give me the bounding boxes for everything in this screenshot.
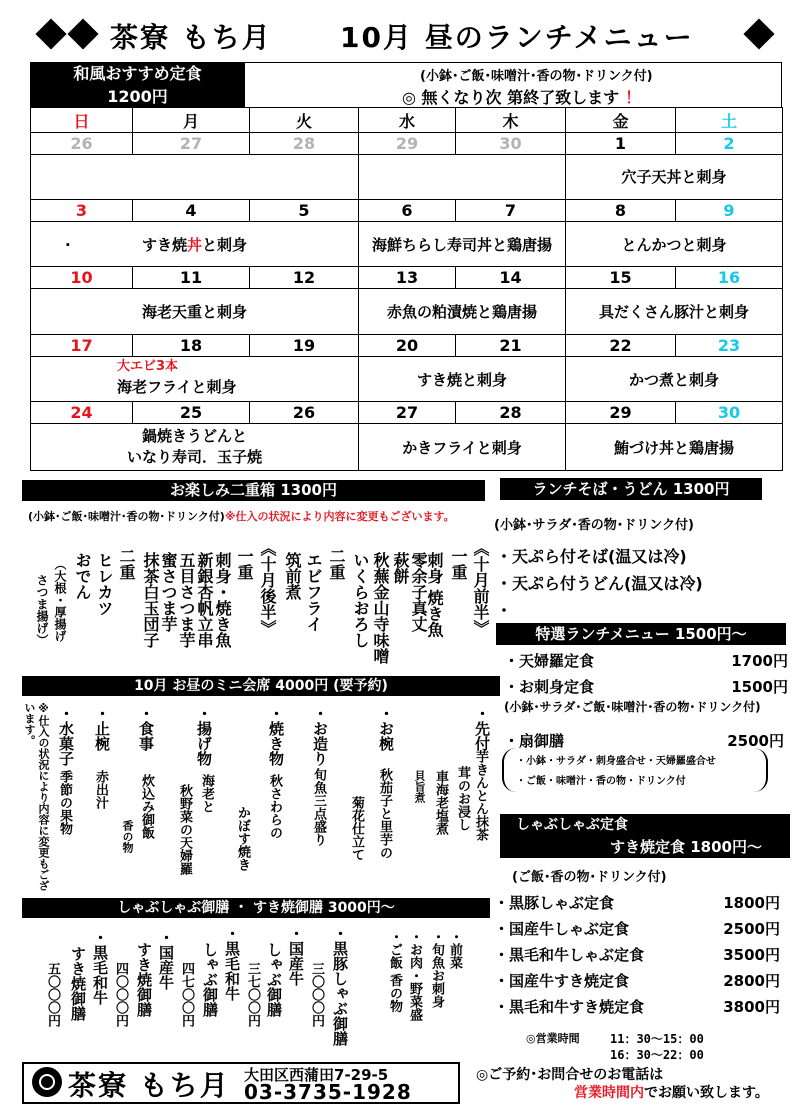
page-title: 10月 昼のランチメニュー [340,21,694,54]
jubako-line: 零余子真丈 [409,552,428,632]
weekday-tue: 火 [250,108,359,133]
kaiseki-line: ・水菓子 [57,706,75,766]
gozen-line: ・国産牛 [287,926,305,986]
menu-row [31,424,783,471]
kaiseki-line: 秋さわらの [267,774,282,839]
kaiseki-line: 赤出汁 [93,770,108,809]
jubako-line: （大根・厚揚げ [53,558,67,642]
soba-item: ・ [496,601,513,620]
menu-cell [31,222,359,267]
kaiseki-line: かぼす焼き [235,806,250,871]
kaiseki-line: 炊込み御飯 [139,774,154,839]
teishoku-price: 2500円 [723,920,780,938]
menu-note: 大エビ3本 [117,359,179,374]
date-cell: 7 [456,200,566,222]
contact-text: でお願い致します。 [644,1085,769,1101]
gozen-line: 四七〇〇円 [179,962,194,1027]
jubako-title: お楽しみ二重箱 1300円 [22,480,485,501]
date-row [31,200,783,222]
hours-label-text: ◎営業時間 [526,1032,580,1045]
gozen-line: すき焼御膳 [135,942,153,1017]
menu-cell [31,357,359,402]
jubako-line: 二重 [117,548,136,580]
kaiseki-line: ・先付 [473,706,491,751]
weekday-thu: 木 [456,108,566,133]
menu-item: すき焼 [141,235,187,254]
kaiseki-line: 季節の果物 [57,770,72,835]
menu-cell: かきフライと刺身 [359,424,566,471]
gozen-line: ・ご飯 香の物 [387,930,402,1013]
date-cell: 23 [676,335,783,357]
date-cell: 2 [676,133,783,155]
jubako-line: 刺身 焼き魚 [425,552,444,638]
special-item: ・扇御膳 [504,732,565,750]
gozen-line: 五〇〇〇円 [45,962,60,1027]
gozen-line: ・黒毛和牛 [91,930,109,1005]
teishoku-item: ・黒毛和牛しゃぶ定食 [494,946,645,964]
menu-item: 穴子天丼と刺身 [621,168,727,186]
kaiseki-line: 車海老塩煮 [433,770,448,835]
jubako-line: 筑前煮 [283,552,302,600]
weekday-sat: 土 [676,108,783,133]
kaiseki-line: ・揚げ物 [195,706,213,766]
menu-cell [31,424,359,471]
date-cell: 27 [133,133,250,155]
menu-row [31,222,783,267]
kaiseki-line: 茸のお浸し [455,766,470,831]
special-includes: (小鉢･サラダ･ご飯･味噌汁･香の物･ドリンク付) [504,700,761,714]
menu-row [31,155,783,200]
date-cell: 12 [250,267,359,289]
teishoku-price: 2800円 [723,972,780,990]
sold-out-notice [402,85,641,108]
jubako-line: 蜜さつま芋 [159,552,178,632]
jubako-line: 新銀杏帆立串 [195,552,214,648]
menu-cell-empty [359,155,566,200]
contact-text: ◎ご予約･お問合せのお電話は [476,1067,664,1083]
ougi-detail: ・ご飯・味噌汁・香の物・ドリンク付 [516,776,686,787]
jubako-line: ヒレカツ [95,552,114,616]
soba-item: ・天ぷら付うどん(温又は冷) [496,574,703,593]
footer-address: 大田区西蒲田7-29-5 [244,1066,389,1084]
menu-item: と刺身 [202,235,248,254]
crest-icon [32,1067,62,1097]
weekday-row [31,108,783,133]
date-cell: 28 [250,133,359,155]
gozen-line: しゃぶ御膳 [201,942,219,1017]
jubako-line: さつま揚げ） [35,574,49,646]
gozen-line: ・前菜 [447,930,462,969]
gozen-line: ・黒毛和牛 [223,926,241,1001]
gozen-line: しゃぶ御膳 [265,942,283,1017]
jubako-line: 一重 [235,548,254,580]
kaiseki-line: ・お造り [311,706,329,766]
exclaim-mark: ！ [625,88,642,107]
menu-item: いなり寿司．玉子焼 [126,448,262,466]
date-cell: 11 [133,267,250,289]
date-cell: 25 [133,402,250,424]
kaiseki-line: ・焼き物 [267,706,285,766]
date-row [31,335,783,357]
date-cell: 19 [250,335,359,357]
kaiseki-line: 貝旨煮 [413,770,426,803]
date-cell: 20 [359,335,456,357]
diamond-icon [67,18,98,49]
lunch-calendar [30,107,783,471]
kaiseki-line: 香の物 [121,820,134,853]
soba-title: ランチそば・うどん 1300円 [500,478,762,500]
special-item: ・お刺身定食 [504,678,595,696]
menu-item: 具だくさん豚汁と刺身 [599,302,750,321]
menu-row [31,289,783,335]
date-cell: 15 [566,267,676,289]
gozen-line: ・旬魚お刺身 [429,930,444,1008]
menu-cell: 鮪づけ丼と鶏唐揚 [566,424,783,471]
special-item: ・天婦羅定食 [504,652,595,670]
set-menu-label: 和風おすすめ定食 [30,62,245,86]
date-cell: 30 [676,402,783,424]
notice-text: ◎ 無くなり次 第終了致します [402,88,620,107]
menu-item: 海老フライと刺身 [117,378,237,396]
contact-hours: 営業時間内 [574,1085,644,1101]
date-cell: 13 [359,267,456,289]
gozen-line: 三七〇〇円 [245,962,260,1027]
date-cell: 4 [133,200,250,222]
menu-cell: 海鮮ちらし寿司丼と鶏唐揚 [359,222,566,267]
teishoku-includes: (ご飯･香の物･ドリンク付) [512,870,667,885]
teishoku-item: ・黒豚しゃぶ定食 [494,894,615,912]
date-cell: 10 [31,267,133,289]
menu-cell-empty [31,155,359,200]
gozen-line: ・国産牛 [157,930,175,990]
gozen-line: ・お肉・野菜盛 [407,930,422,1021]
date-cell: 22 [566,335,676,357]
date-cell: 26 [31,133,133,155]
date-cell: 28 [456,402,566,424]
contact-line [574,1082,769,1102]
jubako-includes [28,508,455,524]
weekday-mon: 月 [133,108,250,133]
jubako-line: 抹茶白玉団子 [141,552,160,648]
jubako-line: 《十月前半》 [471,540,490,636]
contact-line [476,1064,663,1084]
date-cell: 1 [566,133,676,155]
date-cell: 26 [250,402,359,424]
date-cell: 14 [456,267,566,289]
teishoku-price: 1800円 [723,894,780,912]
date-cell: 9 [676,200,783,222]
jubako-line: おでん [73,552,92,600]
weekday-sun: 日 [31,108,133,133]
date-cell: 6 [359,200,456,222]
teishoku-item: ・黒毛和牛すき焼定食 [494,998,645,1016]
kaiseki-line: 秋野菜の天婦羅 [177,784,192,875]
menu-row [31,357,783,402]
jubako-line: 一重 [449,548,468,580]
menu-cell: とんかつと刺身 [566,222,783,267]
special-title: 特選ランチメニュー 1500円〜 [496,623,786,645]
gozen-line: すき焼御膳 [69,946,87,1021]
soba-includes: (小鉢･サラダ･香の物･ドリンク付) [494,518,694,533]
diamond-icon [743,18,774,49]
kaiseki-note [22,702,50,892]
date-cell: 8 [566,200,676,222]
weekday-wed: 水 [359,108,456,133]
diamond-icon [35,18,66,49]
date-row [31,267,783,289]
restaurant-title: 茶寮 もち月 [110,21,272,54]
jubako-line: 秋蕪金山寺味噌 [371,552,390,664]
kaiseki-line: ・お椀 [377,706,395,751]
date-cell: 3 [31,200,133,222]
set-includes: (小鉢･ご飯･味噌汁･香の物･ドリンク付) [420,69,653,84]
gozen-line: 三〇〇〇円 [309,962,324,1027]
kaiseki-line: 旬魚三点盛り [311,768,326,846]
special-price: 2500円 [727,732,784,750]
kaiseki-line: 秋茄子と里芋の [377,768,392,859]
jubako-line: 萩餅 [391,552,410,584]
date-cell: 21 [456,335,566,357]
hours-lunch: 11：30〜15：00 [610,1032,704,1046]
ougi-detail: ・小鉢・サラダ・刺身盛合せ・天婦羅盛合せ [516,756,716,767]
date-cell: 24 [31,402,133,424]
set-menu-price: 1200円 [30,86,245,107]
jubako-line: 刺身・焼き魚 [213,552,232,648]
footer-name: 茶寮 もち月 [68,1069,230,1102]
crest-inner [39,1074,55,1090]
date-cell: 16 [676,267,783,289]
teishoku-item: ・国産牛しゃぶ定食 [494,920,630,938]
teishoku-item: ・国産牛すき焼定食 [494,972,630,990]
date-cell: 29 [359,133,456,155]
menu-cell: すき焼と刺身 [359,357,566,402]
teishoku-price: 3500円 [723,946,780,964]
gozen-line: 四〇〇〇円 [113,962,128,1027]
menu-cell: 海老天重と刺身 [31,289,359,335]
soba-item: ・天ぷら付そば(温又は冷) [496,547,687,566]
date-cell: 5 [250,200,359,222]
jubako-line: 五目さつま芋 [177,552,196,648]
footer-phone: 03-3735-1928 [244,1080,412,1104]
shabu-title-2: すき焼定食 1800円〜 [610,838,762,856]
special-price: 1700円 [731,652,788,670]
menu-cell [566,155,783,200]
special-price: 1500円 [731,678,788,696]
menu-cell [566,289,783,335]
gozen-line: ・黒豚しゃぶ御膳 [331,926,349,1046]
date-cell: 17 [31,335,133,357]
jubako-line: 《十月後半》 [258,540,277,636]
shabu-teishoku-title [500,814,790,858]
shabu-gozen-title: しゃぶしゃぶ御膳 ・ すき焼御膳 3000円〜 [22,898,490,918]
hours-label [526,1030,580,1046]
jubako-includes-text: (小鉢･ご飯･味噌汁･香の物･ドリンク付) [28,510,225,523]
kaiseki-title: 10月 お昼のミニ会席 4000円 (要予約) [22,676,500,696]
kaiseki-line: 芋きんとん抹茶 [473,750,488,841]
menu-item: 鍋焼きうどんと [141,427,247,445]
menu-cell: かつ煮と刺身 [566,357,783,402]
menu-cell: 赤魚の粕漬焼と鶏唐揚 [359,289,566,335]
kaiseki-note-text: ※仕入の状況により内容に変更もございます。 [23,702,50,891]
weekday-fri: 金 [566,108,676,133]
jubako-line: いくらおろし [351,552,370,648]
date-row [31,133,783,155]
date-cell: 27 [359,402,456,424]
shabu-title-1: しゃぶしゃぶ定食 [516,817,628,833]
date-cell: 29 [566,402,676,424]
date-cell: 30 [456,133,566,155]
jubako-note: ※仕入の状況により内容に変更もございます。 [224,510,455,523]
jubako-line: 二重 [327,548,346,580]
kaiseki-line: 海老と [199,774,214,813]
teishoku-price: 3800円 [723,998,780,1016]
date-cell: 18 [133,335,250,357]
kaiseki-line: ・食事 [137,706,155,751]
hours-dinner: 16：30〜22：00 [610,1048,704,1062]
dot-mark: . [65,232,71,250]
menu-item-highlight: 丼 [186,235,202,254]
kaiseki-line: ・止椀 [93,706,111,751]
date-row [31,402,783,424]
jubako-line: エビフライ [304,552,323,632]
kaiseki-line: 菊花仕立て [349,796,364,861]
